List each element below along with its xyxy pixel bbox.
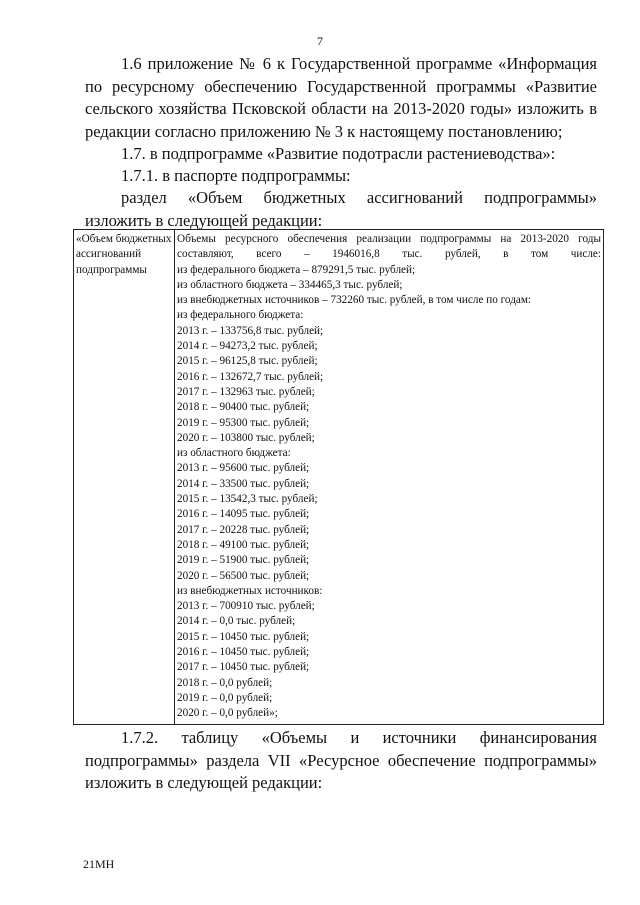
- table-intro-text: Объемы ресурсного обеспечения реализации подпрограммы на 2013-2020 годы составляют, всего – 1946016,8 тыс. рублей, в том числе:: [177, 233, 601, 261]
- budget-table: [73, 229, 604, 725]
- table-line: из внебюджетных источников:: [177, 584, 323, 597]
- table-line: 2013 г. – 133756,8 тыс. рублей;: [177, 324, 324, 337]
- table-line: 2015 г. – 13542,3 тыс. рублей;: [177, 493, 318, 506]
- paragraph-1-7-1: 1.7.1. в паспорте подпрограммы:: [121, 166, 351, 185]
- document-code: 21МН: [83, 857, 115, 871]
- table-line: из областного бюджета:: [177, 447, 291, 460]
- table-line: 2019 г. – 51900 тыс. рублей;: [177, 554, 310, 567]
- table-line: 2018 г. – 49100 тыс. рублей;: [177, 538, 310, 551]
- table-left-cell: «Объем бюджетных ассигнований подпрограммы: [74, 230, 175, 725]
- table-row: [74, 230, 604, 725]
- table-line: 2015 г. – 96125,8 тыс. рублей;: [177, 355, 318, 368]
- paragraph-1-6: 1.6 приложение № 6 к Государственной программе «Информация по ресурсному обеспечению Государственной программы «Развитие сельского хозяйства Псковской области на 2013-2020 годы» изложить в редакции согласно приложению № 3 к настоящему постановлению;: [85, 54, 597, 141]
- table-line: 2015 г. – 10450 тыс. рублей;: [177, 630, 310, 643]
- table-lines: [177, 263, 601, 722]
- table-line: из областного бюджета – 334465,3 тыс. рублей;: [177, 278, 403, 291]
- table-line: 2019 г. – 0,0 рублей;: [177, 691, 273, 704]
- table-line: 2019 г. – 95300 тыс. рублей;: [177, 416, 310, 429]
- table-line: 2018 г. – 90400 тыс. рублей;: [177, 401, 310, 414]
- table-line: 2017 г. – 10450 тыс. рублей;: [177, 661, 310, 674]
- table-line: из федерального бюджета – 879291,5 тыс. рублей;: [177, 263, 416, 276]
- table-line: 2018 г. – 0,0 рублей;: [177, 676, 273, 689]
- table-line: 2017 г. – 132963 тыс. рублей;: [177, 385, 315, 398]
- paragraph-1-7: 1.7. в подпрограмме «Развитие подотрасли растениеводства»:: [121, 144, 556, 163]
- table-line: 2020 г. – 103800 тыс. рублей;: [177, 431, 315, 444]
- table-line: 2016 г. – 10450 тыс. рублей;: [177, 646, 310, 659]
- table-right-cell: [175, 230, 604, 725]
- table-line: 2020 г. – 0,0 рублей»;: [177, 707, 278, 720]
- table-line: 2016 г. – 132672,7 тыс. рублей;: [177, 370, 324, 383]
- table-line: 2017 г. – 20228 тыс. рублей;: [177, 523, 310, 536]
- table-line: 2020 г. – 56500 тыс. рублей;: [177, 569, 310, 582]
- table-line: из внебюджетных источников – 732260 тыс. рублей, в том числе по годам:: [177, 294, 532, 307]
- table-line: 2013 г. – 700910 тыс. рублей;: [177, 600, 315, 613]
- table-line: 2014 г. – 94273,2 тыс. рублей;: [177, 340, 318, 353]
- paragraph-1-7-2: 1.7.2. таблицу «Объемы и источники финансирования подпрограммы» раздела VII «Ресурсное обеспечение подпрограммы» изложить в следующей редакции:: [85, 728, 597, 792]
- table-line: из федерального бюджета:: [177, 309, 304, 322]
- table-line: 2016 г. – 14095 тыс. рублей;: [177, 508, 310, 521]
- table-line: 2014 г. – 0,0 тыс. рублей;: [177, 615, 296, 628]
- table-line: 2013 г. – 95600 тыс. рублей;: [177, 462, 310, 475]
- table-line: 2014 г. – 33500 тыс. рублей;: [177, 477, 310, 490]
- paragraph-section-intro: раздел «Объем бюджетных ассигнований подпрограммы» изложить в следующей редакции:: [85, 188, 597, 230]
- page-number: 7: [317, 34, 323, 48]
